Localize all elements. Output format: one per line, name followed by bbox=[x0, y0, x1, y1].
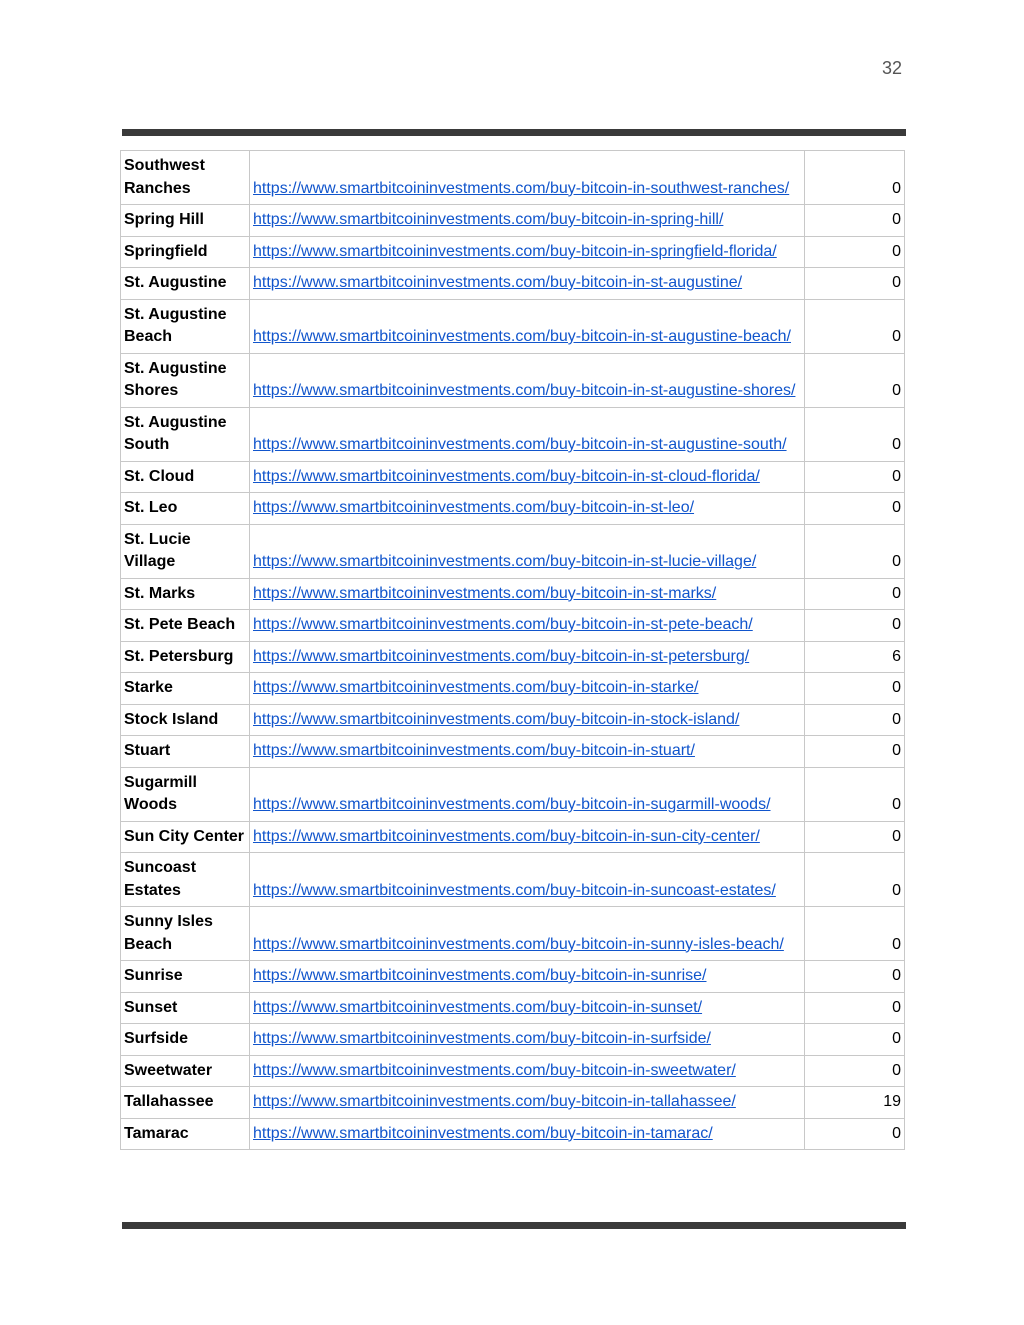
url-cell bbox=[250, 1087, 805, 1119]
table-row bbox=[121, 907, 905, 961]
url-cell bbox=[250, 767, 805, 821]
location-link[interactable]: https://www.smartbitcoininvestments.com/buy-bitcoin-in-sunny-isles-beach/ bbox=[253, 935, 784, 953]
count-cell: 0 bbox=[805, 961, 905, 993]
place-name-cell: St. Marks bbox=[121, 578, 250, 610]
location-link[interactable]: https://www.smartbitcoininvestments.com/buy-bitcoin-in-sun-city-center/ bbox=[253, 827, 760, 845]
location-link[interactable]: https://www.smartbitcoininvestments.com/buy-bitcoin-in-st-augustine-south/ bbox=[253, 436, 787, 453]
place-name-cell: Stock Island bbox=[121, 704, 250, 736]
table-row bbox=[121, 673, 905, 705]
table-row bbox=[121, 641, 905, 673]
count-cell: 0 bbox=[805, 704, 905, 736]
table-row bbox=[121, 853, 905, 907]
location-link[interactable]: https://www.smartbitcoininvestments.com/buy-bitcoin-in-tamarac/ bbox=[253, 1124, 713, 1142]
url-cell bbox=[250, 1055, 805, 1087]
table-row bbox=[121, 205, 905, 237]
url-cell bbox=[250, 961, 805, 993]
location-link[interactable]: https://www.smartbitcoininvestments.com/buy-bitcoin-in-st-leo/ bbox=[253, 499, 695, 516]
table-row bbox=[121, 353, 905, 407]
location-link[interactable]: https://www.smartbitcoininvestments.com/buy-bitcoin-in-sunrise/ bbox=[253, 967, 707, 984]
place-name-cell: St. Cloud bbox=[121, 461, 250, 493]
table-row bbox=[121, 610, 905, 642]
place-name-cell: Surfside bbox=[121, 1024, 250, 1056]
location-link[interactable]: https://www.smartbitcoininvestments.com/buy-bitcoin-in-st-augustine-shores/ bbox=[253, 382, 796, 399]
url-cell bbox=[250, 821, 805, 853]
place-name-cell: Sun City Center bbox=[121, 821, 250, 853]
location-link[interactable]: https://www.smartbitcoininvestments.com/buy-bitcoin-in-stock-island/ bbox=[253, 710, 740, 728]
count-cell: 0 bbox=[805, 853, 905, 907]
count-cell: 0 bbox=[805, 610, 905, 642]
place-name-cell: St. Augustine Shores bbox=[121, 353, 250, 407]
place-name-cell: Tamarac bbox=[121, 1118, 250, 1150]
place-name-cell: Spring Hill bbox=[121, 205, 250, 237]
location-link[interactable]: https://www.smartbitcoininvestments.com/buy-bitcoin-in-st-pete-beach/ bbox=[253, 616, 753, 633]
place-name-cell: Southwest Ranches bbox=[121, 151, 250, 205]
url-cell bbox=[250, 673, 805, 705]
url-cell bbox=[250, 736, 805, 768]
count-cell: 0 bbox=[805, 907, 905, 961]
url-cell bbox=[250, 151, 805, 205]
table-row bbox=[121, 407, 905, 461]
location-link[interactable]: https://www.smartbitcoininvestments.com/buy-bitcoin-in-surfside/ bbox=[253, 1030, 711, 1047]
url-cell bbox=[250, 992, 805, 1024]
url-cell bbox=[250, 1118, 805, 1150]
table-row bbox=[121, 299, 905, 353]
table-row bbox=[121, 493, 905, 525]
url-cell bbox=[250, 907, 805, 961]
bitcoin-locations-table bbox=[120, 150, 905, 1150]
location-link[interactable]: https://www.smartbitcoininvestments.com/buy-bitcoin-in-sugarmill-woods/ bbox=[253, 796, 771, 813]
place-name-cell: Stuart bbox=[121, 736, 250, 768]
location-link[interactable]: https://www.smartbitcoininvestments.com/buy-bitcoin-in-st-marks/ bbox=[253, 584, 717, 602]
url-cell bbox=[250, 353, 805, 407]
location-link[interactable]: https://www.smartbitcoininvestments.com/buy-bitcoin-in-southwest-ranches/ bbox=[253, 179, 790, 197]
count-cell: 0 bbox=[805, 236, 905, 268]
url-cell bbox=[250, 610, 805, 642]
url-cell bbox=[250, 853, 805, 907]
count-cell: 0 bbox=[805, 1118, 905, 1150]
table-body bbox=[121, 151, 905, 1150]
count-cell: 6 bbox=[805, 641, 905, 673]
table-row bbox=[121, 461, 905, 493]
location-link[interactable]: https://www.smartbitcoininvestments.com/buy-bitcoin-in-starke/ bbox=[253, 679, 699, 696]
place-name-cell: Sweetwater bbox=[121, 1055, 250, 1087]
location-link[interactable]: https://www.smartbitcoininvestments.com/buy-bitcoin-in-suncoast-estates/ bbox=[253, 881, 776, 899]
page-number: 32 bbox=[881, 58, 902, 78]
place-name-cell: St. Leo bbox=[121, 493, 250, 525]
location-link[interactable]: https://www.smartbitcoininvestments.com/buy-bitcoin-in-sunset/ bbox=[253, 998, 703, 1016]
count-cell: 0 bbox=[805, 821, 905, 853]
count-cell: 0 bbox=[805, 493, 905, 525]
table-row bbox=[121, 767, 905, 821]
table-row bbox=[121, 524, 905, 578]
location-link[interactable]: https://www.smartbitcoininvestments.com/buy-bitcoin-in-st-lucie-village/ bbox=[253, 553, 757, 570]
count-cell: 0 bbox=[805, 299, 905, 353]
count-cell: 0 bbox=[805, 1024, 905, 1056]
count-cell: 0 bbox=[805, 1055, 905, 1087]
location-link[interactable]: https://www.smartbitcoininvestments.com/buy-bitcoin-in-stuart/ bbox=[253, 742, 695, 759]
count-cell: 0 bbox=[805, 461, 905, 493]
place-name-cell: Sunrise bbox=[121, 961, 250, 993]
count-cell: 0 bbox=[805, 524, 905, 578]
table-row bbox=[121, 236, 905, 268]
place-name-cell: St. Augustine Beach bbox=[121, 299, 250, 353]
bottom-divider bbox=[122, 1222, 906, 1229]
table-row bbox=[121, 736, 905, 768]
count-cell: 0 bbox=[805, 353, 905, 407]
place-name-cell: Suncoast Estates bbox=[121, 853, 250, 907]
count-cell: 0 bbox=[805, 205, 905, 237]
place-name-cell: Starke bbox=[121, 673, 250, 705]
table-row bbox=[121, 821, 905, 853]
count-cell: 0 bbox=[805, 151, 905, 205]
location-link[interactable]: https://www.smartbitcoininvestments.com/buy-bitcoin-in-springfield-florida/ bbox=[253, 242, 777, 260]
table-row bbox=[121, 992, 905, 1024]
url-cell bbox=[250, 704, 805, 736]
count-cell: 0 bbox=[805, 268, 905, 300]
url-cell bbox=[250, 461, 805, 493]
url-cell bbox=[250, 299, 805, 353]
url-cell bbox=[250, 1024, 805, 1056]
url-cell bbox=[250, 407, 805, 461]
place-name-cell: Springfield bbox=[121, 236, 250, 268]
table-row bbox=[121, 961, 905, 993]
table-row bbox=[121, 704, 905, 736]
location-link[interactable]: https://www.smartbitcoininvestments.com/buy-bitcoin-in-st-petersburg/ bbox=[253, 647, 750, 665]
url-cell bbox=[250, 268, 805, 300]
place-name-cell: St. Pete Beach bbox=[121, 610, 250, 642]
table-row bbox=[121, 151, 905, 205]
count-cell: 0 bbox=[805, 992, 905, 1024]
count-cell: 0 bbox=[805, 767, 905, 821]
url-cell bbox=[250, 205, 805, 237]
url-cell bbox=[250, 641, 805, 673]
location-link[interactable]: https://www.smartbitcoininvestments.com/buy-bitcoin-in-spring-hill/ bbox=[253, 211, 724, 228]
count-cell: 0 bbox=[805, 673, 905, 705]
top-divider bbox=[122, 129, 906, 136]
url-cell bbox=[250, 493, 805, 525]
location-link[interactable]: https://www.smartbitcoininvestments.com/buy-bitcoin-in-st-augustine-beach/ bbox=[253, 328, 791, 345]
place-name-cell: St. Augustine bbox=[121, 268, 250, 300]
table-row bbox=[121, 1024, 905, 1056]
place-name-cell: Sunny Isles Beach bbox=[121, 907, 250, 961]
table-row bbox=[121, 1087, 905, 1119]
location-link[interactable]: https://www.smartbitcoininvestments.com/buy-bitcoin-in-st-augustine/ bbox=[253, 274, 743, 291]
table-row bbox=[121, 1118, 905, 1150]
table-row bbox=[121, 1055, 905, 1087]
location-link[interactable]: https://www.smartbitcoininvestments.com/buy-bitcoin-in-st-cloud-florida/ bbox=[253, 467, 760, 485]
place-name-cell: Sunset bbox=[121, 992, 250, 1024]
place-name-cell: St. Petersburg bbox=[121, 641, 250, 673]
place-name-cell: St. Augustine South bbox=[121, 407, 250, 461]
count-cell: 0 bbox=[805, 407, 905, 461]
table-row bbox=[121, 578, 905, 610]
count-cell: 0 bbox=[805, 578, 905, 610]
url-cell bbox=[250, 236, 805, 268]
location-link[interactable]: https://www.smartbitcoininvestments.com/buy-bitcoin-in-sweetwater/ bbox=[253, 1061, 736, 1079]
place-name-cell: Tallahassee bbox=[121, 1087, 250, 1119]
place-name-cell: Sugarmill Woods bbox=[121, 767, 250, 821]
count-cell: 0 bbox=[805, 736, 905, 768]
place-name-cell: St. Lucie Village bbox=[121, 524, 250, 578]
table-row bbox=[121, 268, 905, 300]
url-cell bbox=[250, 524, 805, 578]
location-link[interactable]: https://www.smartbitcoininvestments.com/buy-bitcoin-in-tallahassee/ bbox=[253, 1093, 736, 1110]
count-cell: 19 bbox=[805, 1087, 905, 1119]
url-cell bbox=[250, 578, 805, 610]
